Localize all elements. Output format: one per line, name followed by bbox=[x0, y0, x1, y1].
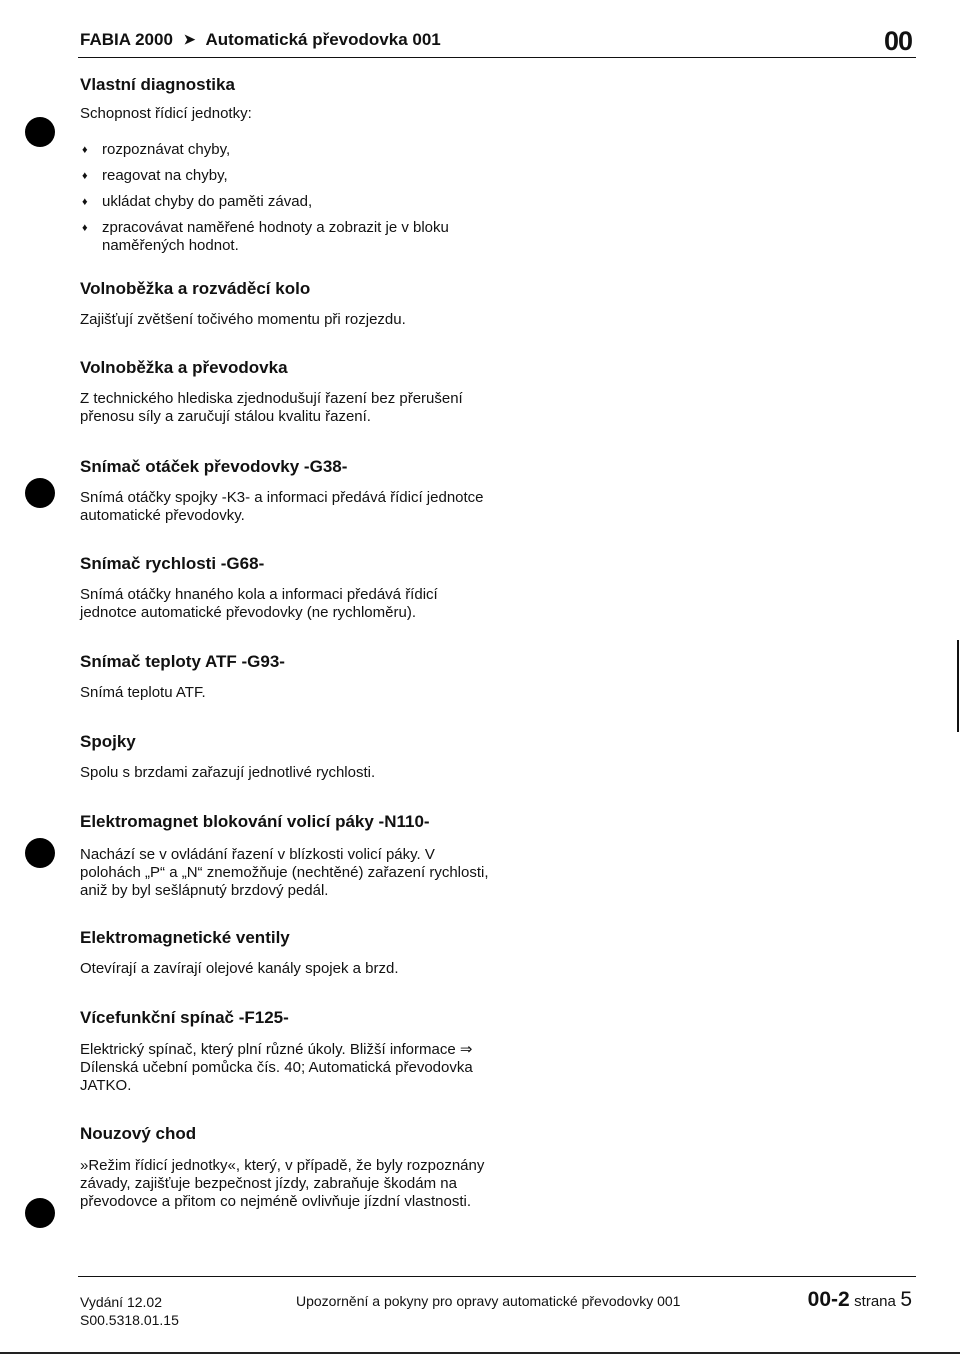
section-text: Snímá otáčky hnaného kola a informaci předává řídicí jednotce automatické převodovky (ne rychloměru). bbox=[80, 586, 438, 621]
list-item: ♦ ukládat chyby do paměti závad, bbox=[80, 193, 490, 211]
punch-hole-icon bbox=[25, 838, 55, 868]
header-title bbox=[80, 30, 441, 50]
section-title: Spojky bbox=[80, 732, 136, 751]
footer-page bbox=[808, 1288, 912, 1312]
punch-hole-icon bbox=[25, 117, 55, 147]
punch-hole-icon bbox=[25, 478, 55, 508]
section-title: Nouzový chod bbox=[80, 1124, 197, 1143]
section-g93 bbox=[80, 652, 490, 702]
section-g68 bbox=[80, 554, 490, 622]
section-title: Snímač rychlosti -G68- bbox=[80, 554, 265, 573]
section-title: Volnoběžka a převodovka bbox=[80, 358, 288, 377]
section-text: Z technického hlediska zjednodušují řazení bez přerušení přenosu síly a zaručují stálou kvalitu řazení. bbox=[80, 390, 463, 425]
section-text: Spolu s brzdami zařazují jednotlivé rychlosti. bbox=[80, 764, 376, 781]
section-self-diagnosis bbox=[80, 75, 490, 263]
section-title: Elektromagnet blokování volicí páky -N110- bbox=[80, 812, 430, 831]
section-n110 bbox=[80, 812, 490, 900]
section-text: Otevírají a zavírají olejové kanály spojek a brzd. bbox=[80, 960, 399, 977]
list-item: ♦ reagovat na chyby, bbox=[80, 167, 490, 185]
footer-edition-block bbox=[80, 1293, 179, 1329]
margin-mark bbox=[957, 640, 959, 732]
footer-strana-label: strana bbox=[854, 1293, 896, 1310]
section-intro: Schopnost řídicí jednotky: bbox=[80, 105, 252, 122]
footer-divider bbox=[78, 1276, 916, 1277]
header-divider bbox=[78, 57, 916, 58]
header-model: FABIA 2000 bbox=[80, 30, 173, 49]
section-freewheel-gearbox bbox=[80, 358, 490, 426]
footer-doc-number: S00.5318.01.15 bbox=[80, 1312, 179, 1328]
list-item: ♦ zpracovávat naměřené hodnoty a zobrazit je v bloku naměřených hodnot. bbox=[80, 219, 490, 255]
section-title: Snímač teploty ATF -G93- bbox=[80, 652, 285, 671]
section-f125 bbox=[80, 1008, 490, 1095]
section-solenoid-valves bbox=[80, 928, 490, 978]
section-freewheel-stator bbox=[80, 279, 490, 329]
bullet-list bbox=[80, 141, 490, 255]
section-emergency-mode bbox=[80, 1124, 490, 1211]
footer-edition: Vydání 12.02 bbox=[80, 1294, 162, 1310]
section-title: Snímač otáček převodovky -G38- bbox=[80, 457, 348, 476]
footer-page-number: 5 bbox=[900, 1288, 912, 1311]
section-text: Zajišťují zvětšení točivého momentu při rozjezdu. bbox=[80, 311, 406, 328]
footer-page-code: 00-2 bbox=[807, 1288, 850, 1311]
header-code: 00 bbox=[883, 26, 912, 56]
section-title: Vlastní diagnostika bbox=[80, 75, 235, 94]
section-text: Snímá teplotu ATF. bbox=[80, 684, 206, 701]
header-section: Automatická převodovka 001 bbox=[205, 30, 441, 49]
arrow-right-icon: ➤ bbox=[183, 31, 196, 47]
section-text: Elektrický spínač, který plní různé úkoly. Bližší informace ⇒ Dílenská učební pomůcka čís. 40; Automatická převodovka JATKO. bbox=[80, 1041, 473, 1094]
section-title: Elektromagnetické ventily bbox=[80, 928, 290, 947]
section-title: Vícefunkční spínač -F125- bbox=[80, 1008, 289, 1027]
punch-hole-icon bbox=[25, 1198, 55, 1228]
section-text: Snímá otáčky spojky -K3- a informaci předává řídicí jednotce automatické převodovky. bbox=[80, 489, 484, 524]
section-title: Volnoběžka a rozváděcí kolo bbox=[80, 279, 311, 298]
list-item: ♦ rozpoznávat chyby, bbox=[80, 141, 490, 159]
footer-title: Upozornění a pokyny pro opravy automatické převodovky 001 bbox=[296, 1293, 681, 1309]
section-text: Nachází se v ovládání řazení v blízkosti volicí páky. V polohách „P“ a „N“ znemožňuje (nechtěné) zařazení rychlosti, aniž by byl sešlápnutý brzdový pedál. bbox=[80, 846, 489, 899]
section-clutches bbox=[80, 732, 490, 782]
page-bottom-edge bbox=[0, 1352, 960, 1354]
section-g38 bbox=[80, 457, 490, 525]
section-text: »Režim řídicí jednotky«, který, v případě, že byly rozpoznány závady, zajišťuje bezpečnost jízdy, zabraňuje škodám na převodovce a přitom co nejméně ovlivňuje jízdní vlastnosti. bbox=[80, 1157, 485, 1210]
